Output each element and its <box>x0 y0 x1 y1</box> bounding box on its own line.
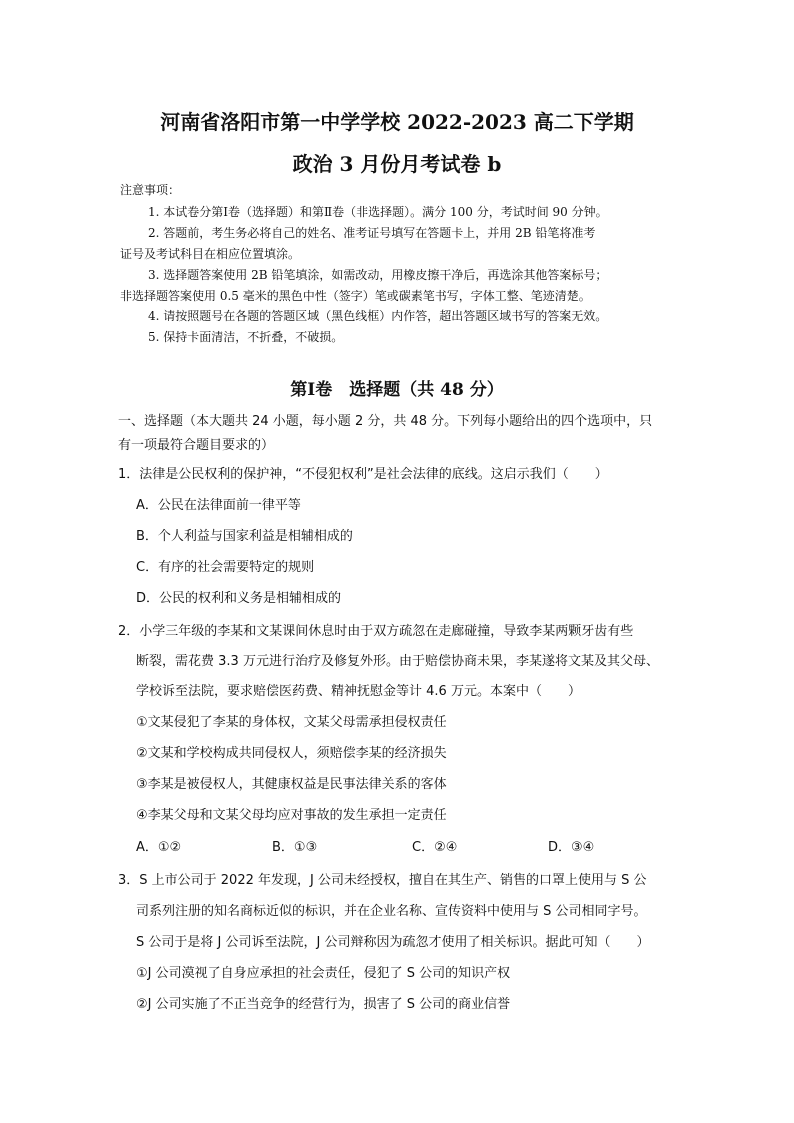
notice-item-2: 2. 答题前，考生务必将自己的姓名、准考证号填写在答题卡上，并用 2B 铅笔将准考 <box>148 226 596 240</box>
question-3-stem-line2: 司系列注册的知名商标近似的标识，并在企业名称、宣传资料中使用与 S 公司相同字号。 <box>136 904 647 919</box>
question-3-statement-1: ①J 公司漠视了自身应承担的社会责任，侵犯了 S 公司的知识产权 <box>136 966 511 981</box>
section-intro-line1: 一、选择题（本大题共 24 小题，每小题 2 分，共 48 分。下列每小题给出的四个选项中，只 <box>118 414 653 429</box>
question-2-stem-line2: 断裂，需花费 3.3 万元进行治疗及修复外形。由于赔偿协商未果，李某遂将文某及其父母、 <box>136 654 659 669</box>
notice-item-3: 3. 选择题答案使用 2B 铅笔填涂，如需改动，用橡皮擦干净后，再选涂其他答案标号； <box>148 268 608 282</box>
question-3-statement-2: ②J 公司实施了不正当竞争的经营行为，损害了 S 公司的商业信誉 <box>136 997 511 1012</box>
question-2-stem-line3: 学校诉至法院，要求赔偿医药费、精神抚慰金等计 4.6 万元。本案中（ ） <box>136 684 581 699</box>
section-title: 第Ⅰ卷 选择题（共 48 分） <box>290 380 504 400</box>
notice-item-2-cont: 证号及考试科目在相应位置填涂。 <box>120 247 301 261</box>
question-2-statement-3: ③李某是被侵权人，其健康权益是民事法律关系的客体 <box>136 777 447 792</box>
question-2-statement-1: ①文某侵犯了李某的身体权，文某父母需承担侵权责任 <box>136 715 447 730</box>
question-2-choice-c: C．②④ <box>412 840 458 855</box>
question-1-stem: 1．法律是公民权利的保护神，“不侵犯权利”是社会法律的底线。这启示我们（ ） <box>118 467 608 482</box>
question-1-option-d: D．公民的权利和义务是相辅相成的 <box>136 591 342 606</box>
notice-item-4: 4. 请按照题号在各题的答题区域（黑色线框）内作答，超出答题区域书写的答案无效。 <box>148 309 608 323</box>
question-1-option-b: B．个人利益与国家利益是相辅相成的 <box>136 529 353 544</box>
question-2-choice-d: D．③④ <box>548 840 595 855</box>
question-1-option-a: A．公民在法律面前一律平等 <box>136 498 301 513</box>
question-3-stem-line3: S 公司于是将 J 公司诉至法院，J 公司辩称因为疏忽才使用了相关标识。据此可知（ ） <box>136 935 650 950</box>
notice-item-1: 1. 本试卷分第Ⅰ卷（选择题）和第Ⅱ卷（非选择题）。满分 100 分，考试时间 90 分钟。 <box>148 205 608 219</box>
question-1-option-c: C．有序的社会需要特定的规则 <box>136 560 315 575</box>
question-2-choice-b: B．①③ <box>272 840 318 855</box>
question-2-statement-2: ②文某和学校构成共同侵权人，须赔偿李某的经济损失 <box>136 746 447 761</box>
notice-item-5: 5. 保持卡面清洁，不折叠，不破损。 <box>148 330 344 344</box>
question-2-statement-4: ④李某父母和文某父母均应对事故的发生承担一定责任 <box>136 808 447 823</box>
question-2-stem-line1: 2．小学三年级的李某和文某课间休息时由于双方疏忽在走廊碰撞，导致李某两颗牙齿有些 <box>118 624 634 639</box>
notice-item-3-cont: 非选择题答案使用 0.5 毫米的黑色中性（签字）笔或碳素笔书写，字体工整、笔迹清楚。 <box>120 289 591 303</box>
notice-heading: 注意事项： <box>120 183 181 197</box>
exam-title-line1: 河南省洛阳市第一中学学校 2022-2023 高二下学期 <box>160 110 634 134</box>
exam-title-line2: 政治 3 月份月考试卷 b <box>292 152 502 176</box>
section-intro-line2: 有一项最符合题目要求的） <box>118 438 275 453</box>
question-3-stem-line1: 3．S 上市公司于 2022 年发现，J 公司未经授权，擅自在其生产、销售的口罩上使用与 S 公 <box>118 873 647 888</box>
question-2-choice-a: A．①② <box>136 840 182 855</box>
